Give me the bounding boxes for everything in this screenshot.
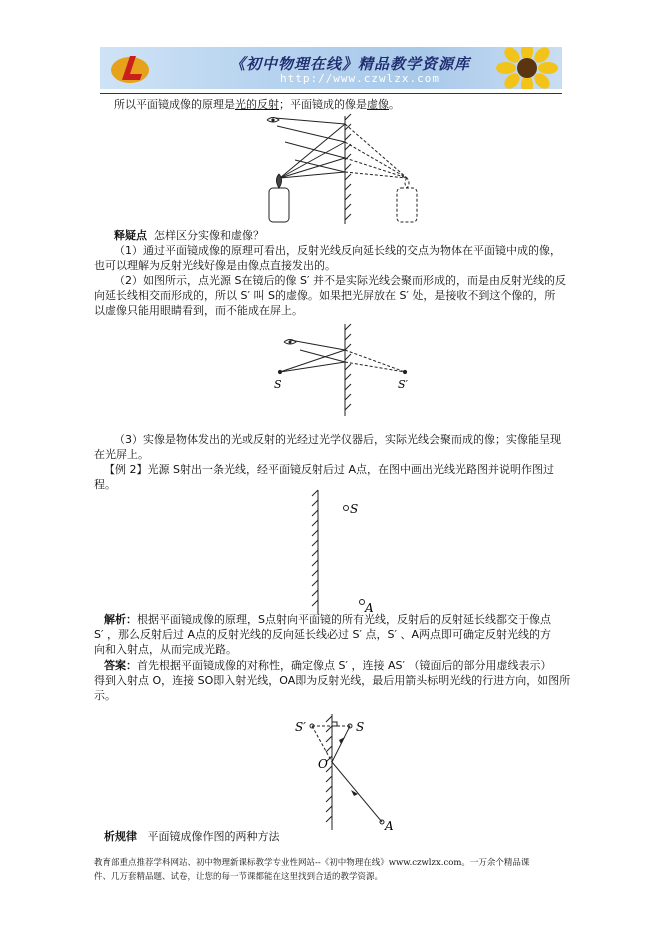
eye-icon (267, 118, 279, 123)
figure-solution (292, 710, 402, 832)
answer-label: 答案： (104, 659, 137, 672)
analysis-line-3: 向和入射点，从而完成光路。 (94, 643, 237, 656)
analysis-text: 根据平面镜成像的原理，S点射向平面镜的所有光线，反射后的反射延长线都交于像点 (137, 613, 551, 626)
answer-blank-1: 光的反射 (235, 98, 279, 111)
label-a: A (385, 819, 394, 833)
answer-line-3: 示。 (94, 689, 116, 702)
answer-line-1 (104, 658, 551, 673)
arrow-reflected-icon (351, 790, 358, 796)
rule-heading (104, 829, 280, 844)
example-line-1: 【例 2】光源 S射出一条光线，经平面镜反射后过 A点，在图中画出光线光路图并说明作图过 (104, 463, 554, 476)
doubt-question: 怎样区分实像和虚像？ (154, 229, 264, 242)
intro-text-2: ；平面镜成的像是 (279, 98, 367, 111)
example-line-2: 程。 (94, 478, 116, 491)
doubt-heading (114, 228, 264, 243)
intro-text: 所以平面镜成像的原理是 (114, 98, 235, 111)
site-title: 《初中物理在线》精品教学资源库 (229, 55, 470, 73)
analysis-label: 解析： (104, 613, 137, 626)
label-s: S (350, 502, 359, 516)
label-s-prime: S′ (295, 720, 306, 734)
label-s: S (356, 720, 365, 734)
paragraph-1-line-2: 也可以理解为反射光线好像是由像点直接发出的。 (94, 259, 336, 272)
label-a: A (365, 601, 374, 615)
answer-line-2: 得到入射点 O，连接 SO即入射光线，OA即为反射光线，最后用箭头标明光线的行进方向，如图所 (94, 674, 571, 687)
footer-line-1: 教育部重点推荐学科网站、初中物理新课标教学专业性网站--《初中物理在线》www.czwlzx.com。一万余个精品课 (94, 858, 530, 868)
header-banner (100, 47, 562, 89)
figure-virtual-image (270, 320, 420, 420)
paragraph-2-line-1: （2）如图所示，点光源 S在镜后的像 S′ 并不是实际光线会聚而形成的，而是由反射光线的反 (114, 274, 566, 287)
figure-candle-mirror (255, 112, 435, 230)
site-url[interactable]: http://www.czwlzx.com (279, 72, 441, 85)
logo-icon (108, 50, 156, 86)
analysis-line-2: S′ ，那么反射后过 A点的反射光线的反向延长线必过 S′ 点，S′ 、A两点即可确定反射光线的方 (94, 628, 551, 641)
doubt-label: 释疑点 (114, 229, 147, 242)
label-s: S (274, 378, 282, 391)
paragraph-2-line-3: 以虚像只能用眼睛看到，而不能成在屏上。 (94, 304, 303, 317)
header-rule (100, 93, 562, 94)
figure-example-problem (300, 488, 390, 618)
label-s-prime: S′ (398, 378, 409, 391)
paragraph-3-line-2: 在光屏上。 (94, 448, 149, 461)
paragraph-3-line-1: （3）实像是物体发出的光或反射的光经过光学仪器后，实际光线会聚而成的像；实像能呈现 (114, 433, 561, 446)
paragraph-1-line-1: （1）通过平面镜成像的原理可看出，反射光线反向延长线的交点为物体在平面镜中成的像， (114, 244, 561, 257)
answer-text: 首先根据平面镜成像的对称性，确定像点 S′ ，连接 AS′ （镜面后的部分用虚线表示） (137, 659, 552, 672)
paragraph-2-line-2: 向延长线相交而形成的，所以 S′ 叫 S的虚像。如果把光屏放在 S′ 处，是接收不到这个像的，所 (94, 289, 556, 302)
analysis-line-1 (104, 612, 551, 627)
answer-blank-2: 虚像 (367, 98, 389, 111)
intro-line (114, 97, 400, 112)
rule-label: 析规律 (104, 830, 137, 843)
rule-text: 平面镜成像作图的两种方法 (147, 830, 280, 843)
label-o: O (318, 757, 328, 771)
sunflower-icon (492, 47, 562, 89)
intro-period: 。 (389, 98, 400, 111)
footer-line-2: 件、几万套精品题、试卷，让您的每一节课都能在这里找到合适的教学资源。 (94, 872, 384, 882)
